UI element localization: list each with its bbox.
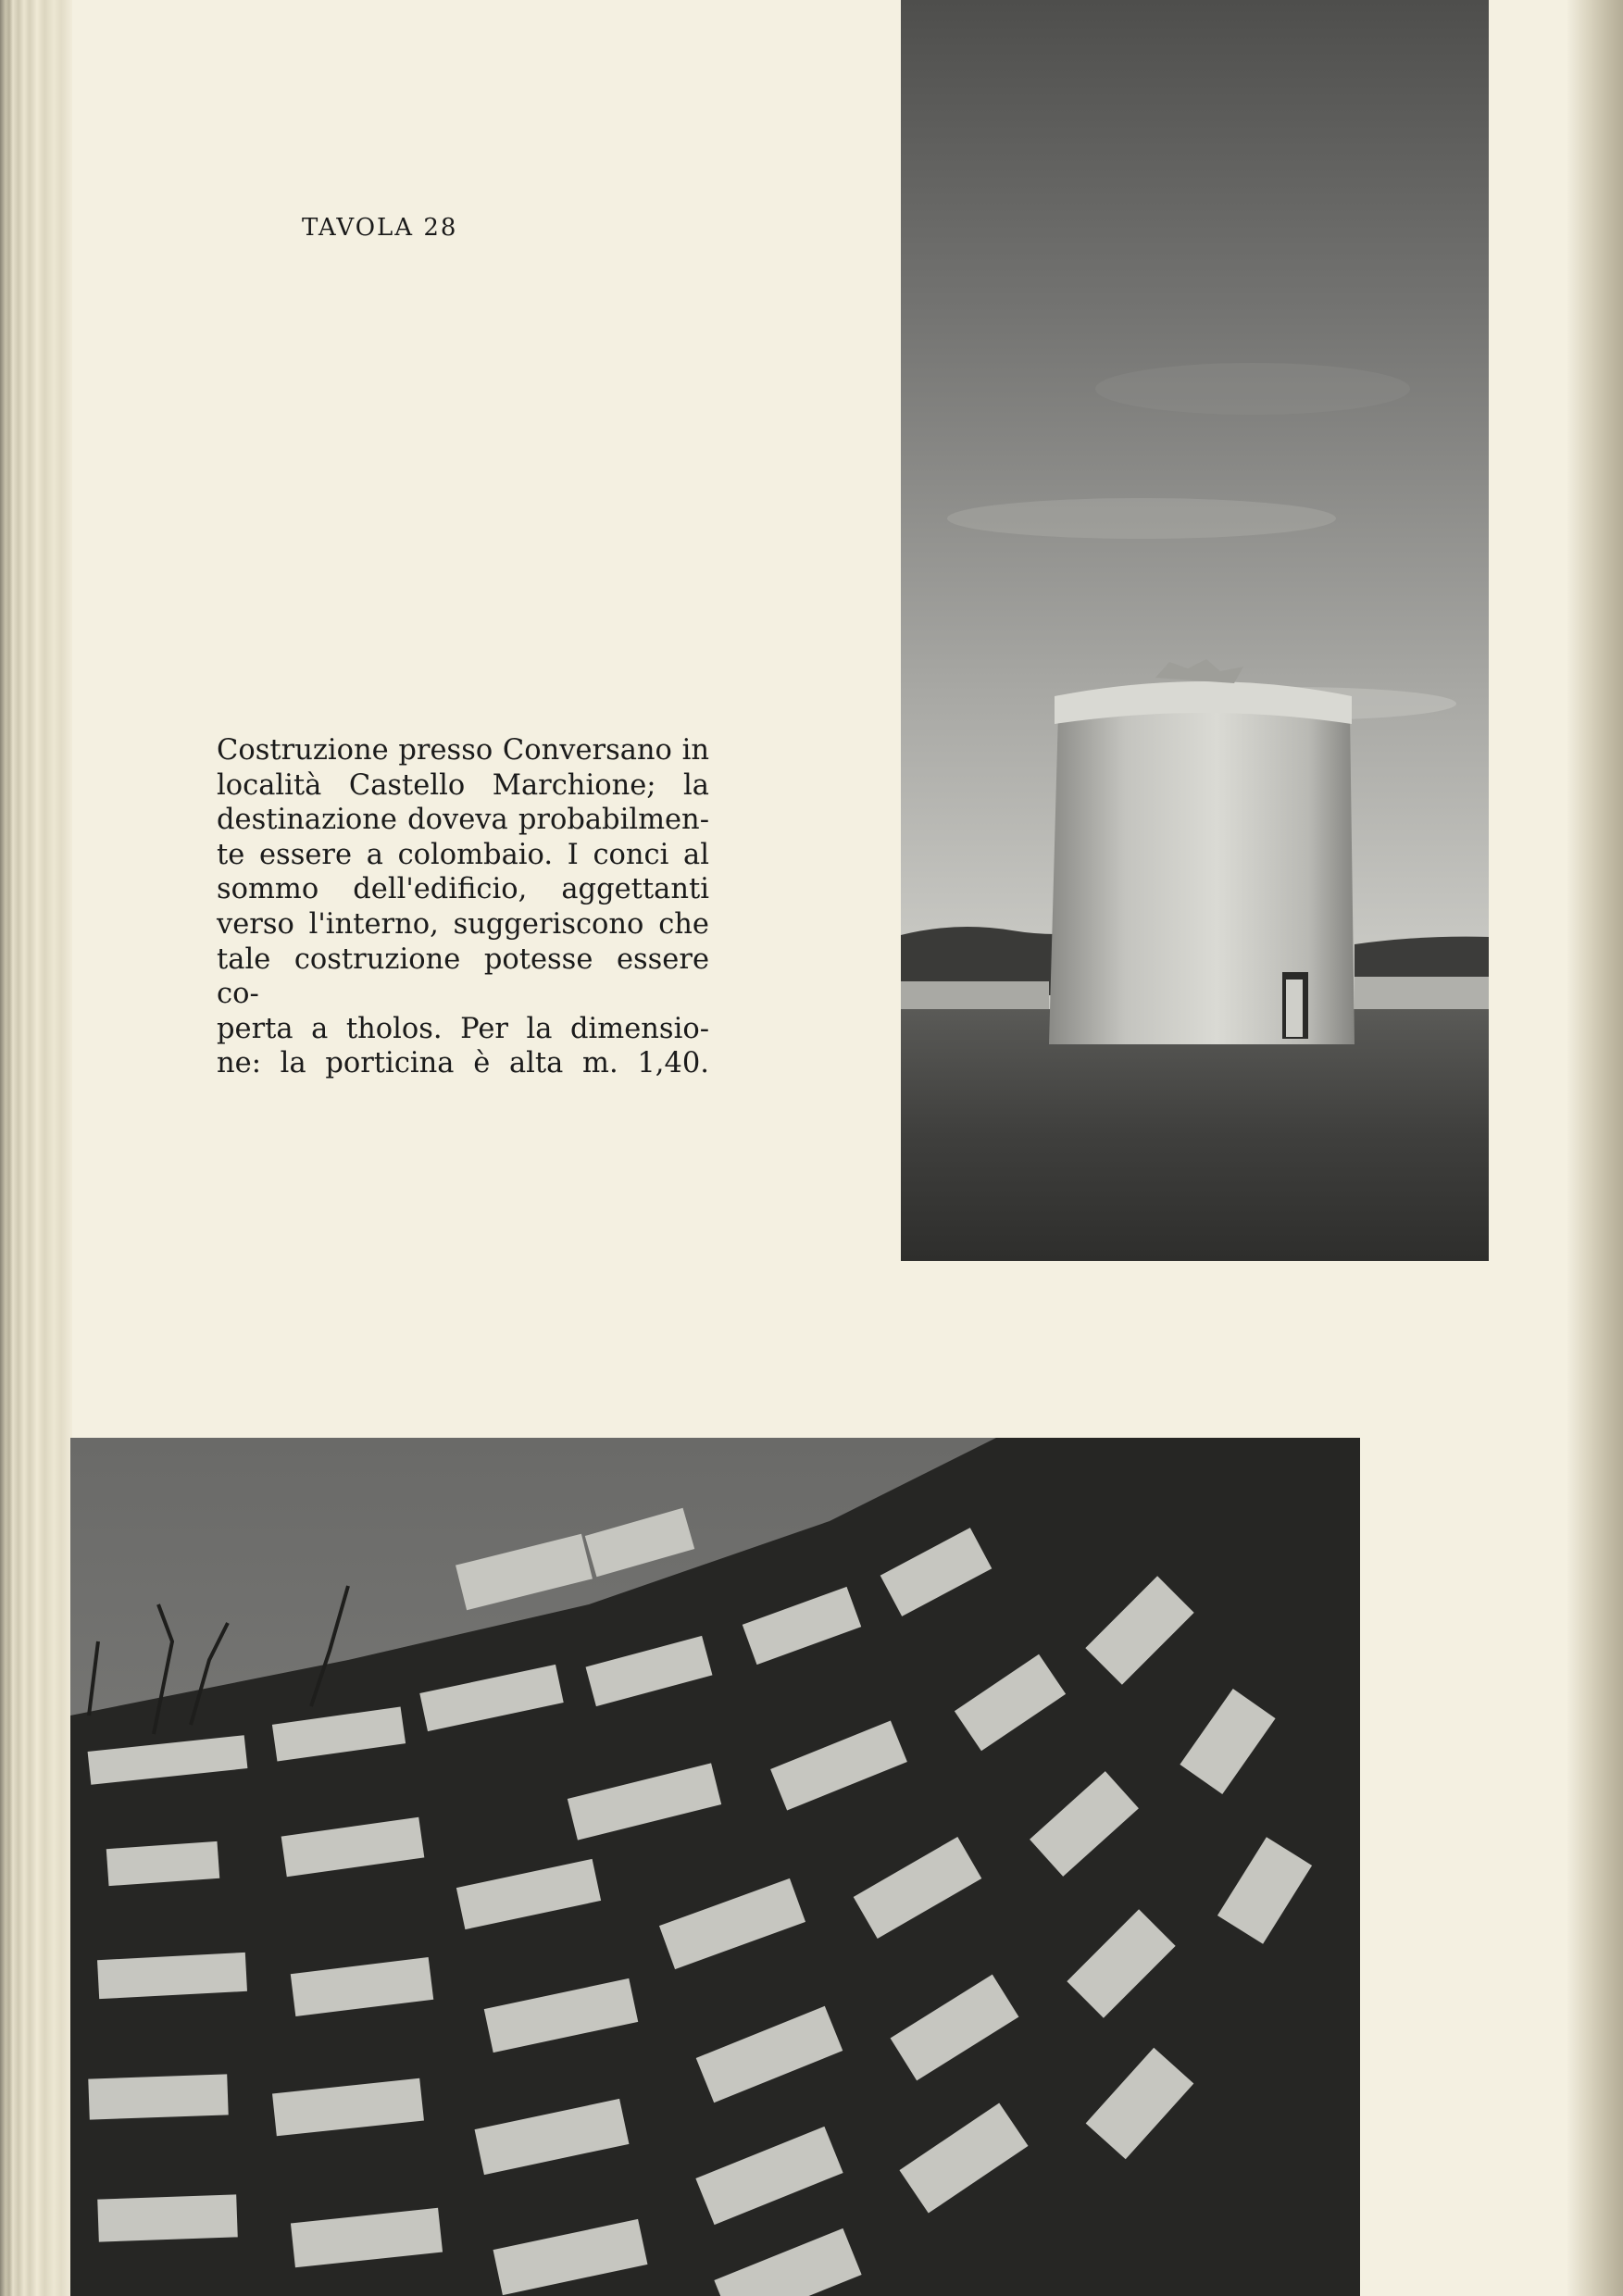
caption-line: tale costruzione potesse essere co-	[217, 942, 709, 1011]
tower-photo	[901, 0, 1489, 1261]
caption-line: perta a tholos. Per la dimensio-	[217, 1012, 709, 1045]
plate-label: TAVOLA 28	[302, 214, 458, 242]
caption-line: te essere a colombaio. I conci al	[217, 838, 709, 871]
figure-caption	[217, 733, 709, 1081]
caption-line: destinazione doveva probabilmen-	[217, 804, 709, 837]
caption-line: verso l'interno, suggeriscono che	[217, 907, 709, 941]
caption-line: località Castello Marchione; la	[217, 768, 709, 802]
caption-line: ne: la porticina è alta m. 1,40.	[217, 1047, 709, 1080]
caption-line: Costruzione presso Conversano in	[217, 734, 709, 767]
caption-line: sommo dell'edificio, aggettanti	[217, 873, 709, 906]
masonry-photo	[70, 1438, 1360, 2296]
page-binding-edge	[0, 0, 72, 2296]
page-right-edge	[1567, 0, 1623, 2296]
